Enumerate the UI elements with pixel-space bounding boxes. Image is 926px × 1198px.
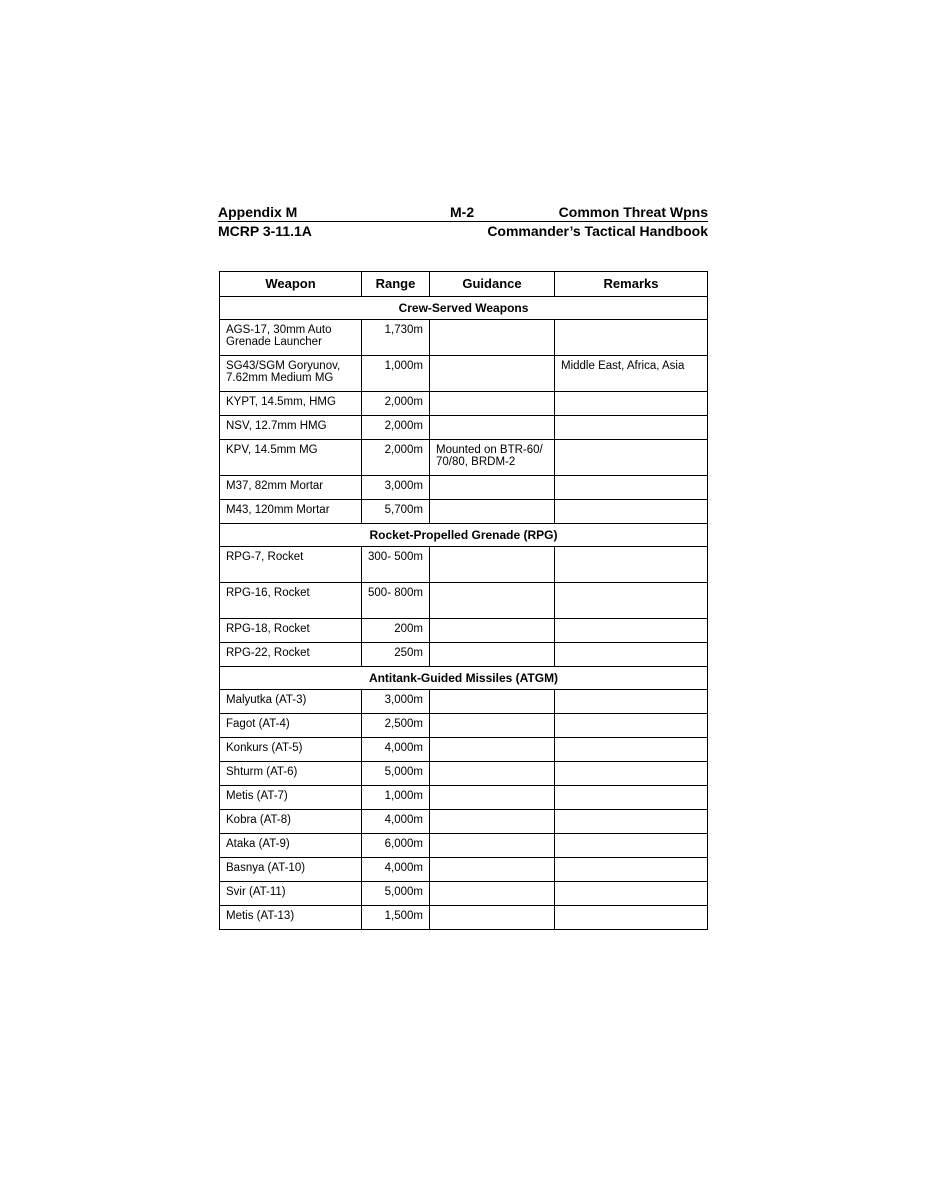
table-row (220, 500, 708, 524)
table-row (220, 810, 708, 834)
remarks-cell (555, 858, 708, 882)
table-row (220, 440, 708, 476)
range-cell: 5,700m (362, 500, 430, 524)
guidance-cell (430, 714, 555, 738)
appendix-label: Appendix M (218, 204, 298, 220)
weapon-cell: M43, 120mm Mortar (220, 500, 362, 524)
weapons-table (219, 271, 708, 930)
remarks-cell (555, 834, 708, 858)
table-row (220, 882, 708, 906)
table-row (220, 583, 708, 619)
remarks-cell (555, 476, 708, 500)
remarks-cell (555, 810, 708, 834)
remarks-cell (555, 547, 708, 583)
table-row (220, 690, 708, 714)
weapon-cell: Malyutka (AT-3) (220, 690, 362, 714)
weapon-cell: Konkurs (AT-5) (220, 738, 362, 762)
guidance-cell (430, 619, 555, 643)
remarks-cell (555, 619, 708, 643)
remarks-cell (555, 786, 708, 810)
weapon-cell: Basnya (AT-10) (220, 858, 362, 882)
weapon-cell: RPG-7, Rocket (220, 547, 362, 583)
range-cell: 3,000m (362, 690, 430, 714)
range-cell: 1,000m (362, 356, 430, 392)
range-cell: 5,000m (362, 882, 430, 906)
table-row (220, 786, 708, 810)
section-title: Rocket-Propelled Grenade (RPG) (220, 524, 708, 547)
range-cell: 1,000m (362, 786, 430, 810)
table-row (220, 714, 708, 738)
section-row (220, 667, 708, 690)
range-cell: 3,000m (362, 476, 430, 500)
weapon-cell: Fagot (AT-4) (220, 714, 362, 738)
guidance-cell (430, 786, 555, 810)
range-cell: 500- 800m (362, 583, 430, 619)
column-header-remarks: Remarks (555, 272, 708, 297)
remarks-cell (555, 392, 708, 416)
weapon-cell: Kobra (AT-8) (220, 810, 362, 834)
table-row (220, 416, 708, 440)
range-cell: 2,000m (362, 416, 430, 440)
remarks-cell: Middle East, Africa, Asia (555, 356, 708, 392)
remarks-cell (555, 738, 708, 762)
range-cell: 1,500m (362, 906, 430, 930)
guidance-cell (430, 500, 555, 524)
remarks-cell (555, 416, 708, 440)
weapon-cell: M37, 82mm Mortar (220, 476, 362, 500)
range-cell: 5,000m (362, 762, 430, 786)
publication-title: Commander’s Tactical Handbook (487, 223, 708, 239)
guidance-cell (430, 834, 555, 858)
remarks-cell (555, 690, 708, 714)
section-title: Common Threat Wpns (558, 204, 708, 220)
guidance-cell (430, 738, 555, 762)
range-cell: 4,000m (362, 810, 430, 834)
section-title: Crew-Served Weapons (220, 297, 708, 320)
range-cell: 2,000m (362, 392, 430, 416)
column-header-guidance: Guidance (430, 272, 555, 297)
weapon-cell: Metis (AT-7) (220, 786, 362, 810)
guidance-cell (430, 416, 555, 440)
guidance-cell (430, 858, 555, 882)
weapon-cell: Ataka (AT-9) (220, 834, 362, 858)
guidance-cell (430, 320, 555, 356)
remarks-cell (555, 882, 708, 906)
section-title: Antitank-Guided Missiles (ATGM) (220, 667, 708, 690)
weapon-cell: AGS-17, 30mm Auto Grenade Launcher (220, 320, 362, 356)
remarks-cell (555, 906, 708, 930)
range-cell: 1,730m (362, 320, 430, 356)
remarks-cell (555, 583, 708, 619)
guidance-cell (430, 810, 555, 834)
table-row (220, 356, 708, 392)
page-header (218, 203, 708, 240)
range-cell: 200m (362, 619, 430, 643)
range-cell: 6,000m (362, 834, 430, 858)
weapon-cell: KPV, 14.5mm MG (220, 440, 362, 476)
guidance-cell: Mounted on BTR-60/ 70/80, BRDM-2 (430, 440, 555, 476)
remarks-cell (555, 440, 708, 476)
weapon-cell: Svir (AT-11) (220, 882, 362, 906)
remarks-cell (555, 320, 708, 356)
range-cell: 4,000m (362, 858, 430, 882)
section-row (220, 297, 708, 320)
table-row (220, 619, 708, 643)
publication-number: MCRP 3-11.1A (218, 223, 312, 239)
guidance-cell (430, 882, 555, 906)
range-cell: 250m (362, 643, 430, 667)
guidance-cell (430, 762, 555, 786)
weapon-cell: SG43/SGM Goryunov, 7.62mm Medium MG (220, 356, 362, 392)
table-row (220, 762, 708, 786)
guidance-cell (430, 547, 555, 583)
weapon-cell: NSV, 12.7mm HMG (220, 416, 362, 440)
weapon-cell: Shturm (AT-6) (220, 762, 362, 786)
section-row (220, 524, 708, 547)
guidance-cell (430, 583, 555, 619)
weapon-cell: Metis (AT-13) (220, 906, 362, 930)
weapon-cell: KYPT, 14.5mm, HMG (220, 392, 362, 416)
weapon-cell: RPG-18, Rocket (220, 619, 362, 643)
weapon-cell: RPG-16, Rocket (220, 583, 362, 619)
table-header-row (220, 272, 708, 297)
table-row (220, 834, 708, 858)
guidance-cell (430, 906, 555, 930)
guidance-cell (430, 476, 555, 500)
remarks-cell (555, 762, 708, 786)
guidance-cell (430, 690, 555, 714)
guidance-cell (430, 643, 555, 667)
weapon-cell: RPG-22, Rocket (220, 643, 362, 667)
guidance-cell (430, 356, 555, 392)
remarks-cell (555, 714, 708, 738)
range-cell: 4,000m (362, 738, 430, 762)
header-line-1 (218, 203, 708, 222)
remarks-cell (555, 643, 708, 667)
table-row (220, 320, 708, 356)
table-row (220, 392, 708, 416)
guidance-cell (430, 392, 555, 416)
header-line-2 (218, 222, 708, 240)
remarks-cell (555, 500, 708, 524)
table-row (220, 476, 708, 500)
table-row (220, 906, 708, 930)
table-row (220, 738, 708, 762)
column-header-range: Range (362, 272, 430, 297)
table-row (220, 547, 708, 583)
range-cell: 300- 500m (362, 547, 430, 583)
table-body (220, 297, 708, 930)
table-row (220, 858, 708, 882)
page-number: M-2 (450, 204, 475, 220)
table-row (220, 643, 708, 667)
column-header-weapon: Weapon (220, 272, 362, 297)
range-cell: 2,500m (362, 714, 430, 738)
range-cell: 2,000m (362, 440, 430, 476)
